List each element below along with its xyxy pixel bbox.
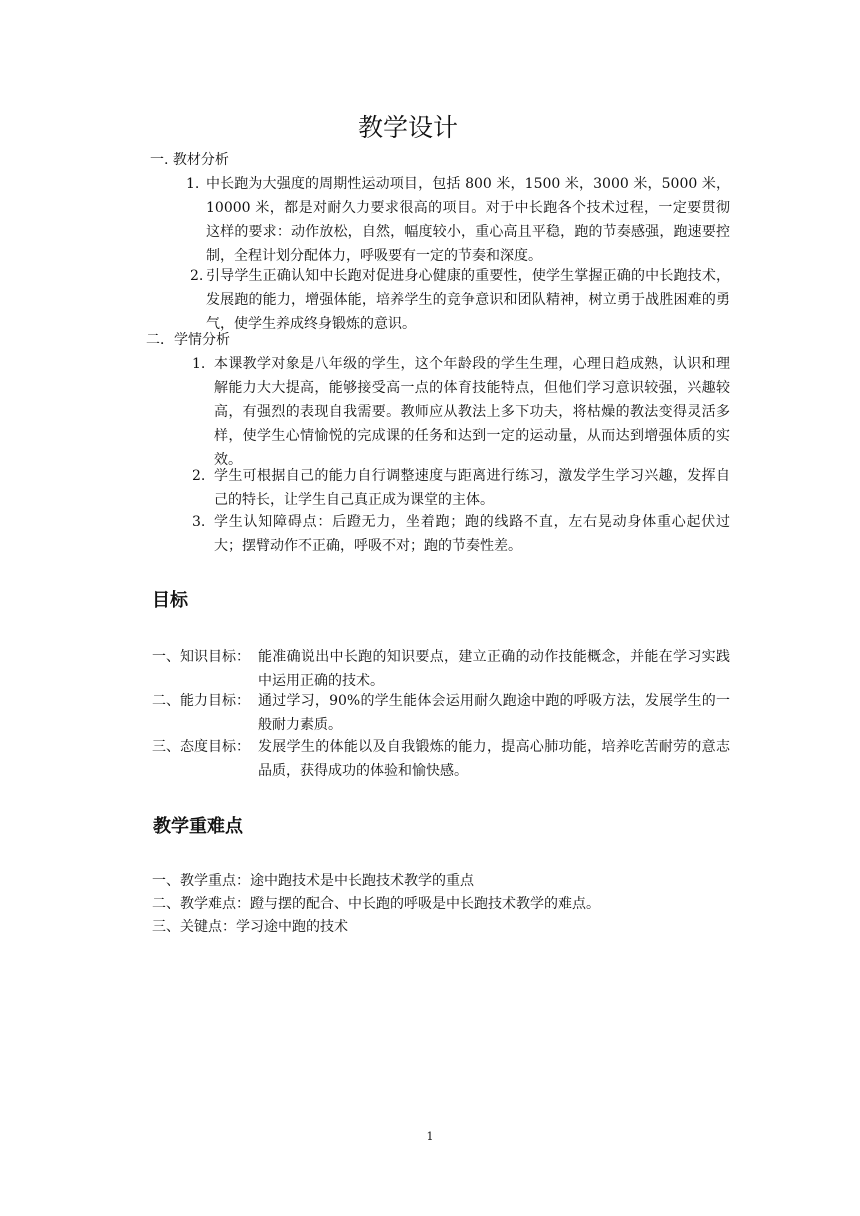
goal-text: 能准确说出中长跑的知识要点，建立正确的动作技能概念，并能在学习实践中运用正确的技术。 — [258, 649, 730, 689]
heading-goals: 目标 — [152, 590, 188, 611]
list-item-text: 中长跑为大强度的周期性运动项目，包括 800 米，1500 米，3000 米，5000 米，10000 米，都是对耐久力要求很高的项目。对于中长跑各个技术过程，一定要贯彻这样的要求：动作放松，自然，幅度较小，重心高且平稳，跑的节奏感强，跑速要控制，全程计划分配体力，呼吸要有一定的节奏和深度。 — [206, 176, 730, 264]
list-item-number: 2. — [190, 268, 204, 284]
goal-item — [152, 645, 730, 693]
list-item-text: 本课教学对象是八年级的学生，这个年龄段的学生生理，心理日趋成熟，认识和理解能力大大提高，能够接受高一点的体育技能特点，但他们学习意识较强，兴趣较高，有强烈的表现自我需要。教师应从教法上多下功夫，将枯燥的教法变得灵活多样，使学生心情愉悦的完成课的任务和达到一定的运动量，从而达到增强体质的实效。 — [214, 356, 730, 468]
goal-label: 一、知识目标： — [152, 649, 250, 665]
list-item-number: 3. — [192, 514, 206, 530]
page-number: 1 — [426, 1130, 434, 1143]
list-item-number: 1. — [192, 356, 206, 372]
keypoint-item: 一、教学重点：途中跑技术是中长跑技术教学的重点 — [152, 873, 474, 889]
document-title: 教学设计 — [357, 113, 458, 142]
list-item — [192, 510, 730, 558]
keypoint-item: 二、教学难点：蹬与摆的配合、中长跑的呼吸是中长跑技术教学的难点。 — [152, 896, 600, 912]
section-label-textbook-analysis: 一. 教材分析 — [150, 152, 229, 168]
section-label-student-analysis: 二．学情分析 — [146, 332, 230, 348]
goal-text: 发展学生的体能以及自我锻炼的能力，提高心肺功能，培养吃苦耐劳的意志品质，获得成功的体验和愉快感。 — [258, 739, 730, 779]
list-item — [192, 352, 730, 472]
list-item — [192, 464, 730, 512]
list-item — [186, 172, 730, 268]
goal-item — [152, 689, 730, 737]
list-item-text: 学生可根据自己的能力自行调整速度与距离进行练习，激发学生学习兴趣，发挥自己的特长，让学生自己真正成为课堂的主体。 — [214, 468, 730, 508]
goal-label: 二、能力目标： — [152, 693, 250, 709]
heading-key-difficult-points: 教学重难点 — [153, 816, 243, 837]
list-item — [190, 264, 730, 336]
goal-item — [152, 735, 730, 783]
list-item-number: 1. — [186, 176, 200, 192]
list-item-number: 2. — [192, 468, 206, 484]
goal-text: 通过学习，90%的学生能体会运用耐久跑途中跑的呼吸方法，发展学生的一般耐力素质。 — [258, 693, 730, 733]
goal-label: 三、态度目标： — [152, 739, 250, 755]
list-item-text: 引导学生正确认知中长跑对促进身心健康的重要性，使学生掌握正确的中长跑技术，发展跑的能力，增强体能，培养学生的竞争意识和团队精神，树立勇于战胜困难的勇气，使学生养成终身锻炼的意识。 — [206, 268, 730, 332]
list-item-text: 学生认知障碍点：后蹬无力，坐着跑；跑的线路不直，左右晃动身体重心起伏过大；摆臂动作不正确，呼吸不对；跑的节奏性差。 — [214, 514, 730, 554]
keypoint-item: 三、关键点：学习途中跑的技术 — [152, 919, 348, 935]
